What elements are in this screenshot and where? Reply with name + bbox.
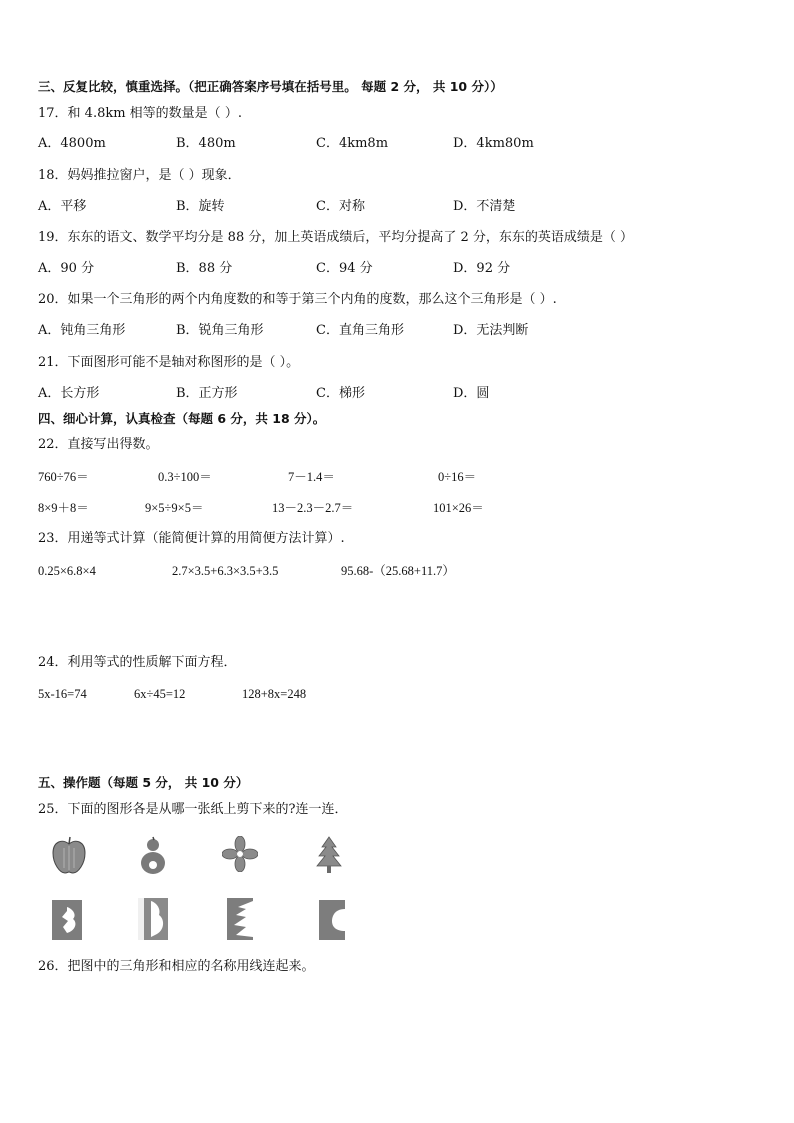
q20-option-b: B．锐角三角形 (176, 323, 264, 338)
q22-expr-1-4: 0÷16＝ (438, 470, 477, 484)
q22-expr-2-2: 9×5÷9×5＝ (145, 501, 204, 515)
q17-option-c: C．4km8m (316, 136, 389, 151)
q22-expr-2-4: 101×26＝ (433, 501, 484, 515)
q22-expr-1-2: 0.3÷100＝ (158, 470, 212, 484)
q19-option-a: A．90 分 (38, 261, 95, 276)
question-24: 24．利用等式的性质解下面方程． (38, 655, 237, 670)
q24-expr-3: 128+8x=248 (242, 687, 307, 701)
q24-expr-1: 5x-16=74 (38, 687, 87, 701)
cut-paper-leaf-icon (51, 899, 83, 941)
q21-option-d: D．圆 (453, 386, 490, 401)
cut-paper-tree-icon (226, 897, 254, 941)
flower-icon (222, 836, 258, 872)
q19-option-c: C．94 分 (316, 261, 373, 276)
section4-heading: 四、细心计算，认真检查（每题 6 分，共 18 分）。 (38, 411, 326, 426)
q24-expr-2: 6x÷45=12 (134, 687, 186, 701)
q21-option-a: A．长方形 (38, 386, 100, 401)
apple-icon (50, 836, 88, 876)
q20-option-c: C．直角三角形 (316, 323, 404, 338)
q18-option-d: D．不清楚 (453, 199, 516, 214)
question-17: 17．和 4.8km 相等的数量是（ ）. (38, 106, 242, 121)
q19-option-b: B．88 分 (176, 261, 233, 276)
q22-expr-2-1: 8×9＋8＝ (38, 501, 89, 515)
q17-option-a: A．4800m (38, 136, 106, 151)
cut-paper-gourd-icon (137, 897, 169, 941)
q18-option-c: C．对称 (316, 199, 365, 214)
q19-option-d: D．92 分 (453, 261, 511, 276)
q23-expr-1: 0.25×6.8×4 (38, 564, 96, 578)
question-26: 26．把图中的三角形和相应的名称用线连起来。 (38, 959, 315, 974)
question-21: 21．下面图形可能不是轴对称图形的是（ ）。 (38, 355, 300, 370)
tree-icon (314, 836, 344, 874)
q21-option-b: B．正方形 (176, 386, 238, 401)
cut-paper-apple-icon (318, 899, 346, 941)
q22-expr-1-1: 760÷76＝ (38, 470, 89, 484)
q17-option-b: B．480m (176, 136, 236, 151)
q23-expr-3: 95.68-（25.68+11.7） (341, 564, 455, 578)
q20-option-d: D．无法判断 (453, 323, 529, 338)
section5-heading: 五、操作题（每题 5 分， 共 10 分） (38, 775, 249, 790)
question-22: 22．直接写出得数。 (38, 437, 159, 452)
q18-option-b: B．旋转 (176, 199, 225, 214)
q23-expr-2: 2.7×3.5+6.3×3.5+3.5 (172, 564, 279, 578)
q20-option-a: A．钝角三角形 (38, 323, 126, 338)
gourd-icon (137, 836, 169, 876)
question-20: 20．如果一个三角形的两个内角度数的和等于第三个内角的度数，那么这个三角形是（ ）. (38, 292, 557, 307)
question-18: 18．妈妈推拉窗户，是（ ）现象． (38, 168, 241, 183)
question-25: 25．下面的图形各是从哪一张纸上剪下来的?连一连． (38, 802, 348, 817)
q22-expr-1-3: 7－1.4＝ (288, 470, 335, 484)
q22-expr-2-3: 13－2.3－2.7＝ (272, 501, 354, 515)
q21-option-c: C．梯形 (316, 386, 365, 401)
section3-heading: 三、反复比较，慎重选择。（把正确答案序号填在括号里。 每题 2 分， 共 10 分）） (38, 79, 503, 94)
q18-option-a: A．平移 (38, 199, 87, 214)
q17-option-d: D．4km80m (453, 136, 534, 151)
question-23: 23．用递等式计算（能简便计算的用简便方法计算）. (38, 531, 345, 546)
question-19: 19．东东的语文、数学平均分是 88 分，加上英语成绩后，平均分提高了 2 分，东东的英语成绩是（ ） (38, 230, 634, 245)
